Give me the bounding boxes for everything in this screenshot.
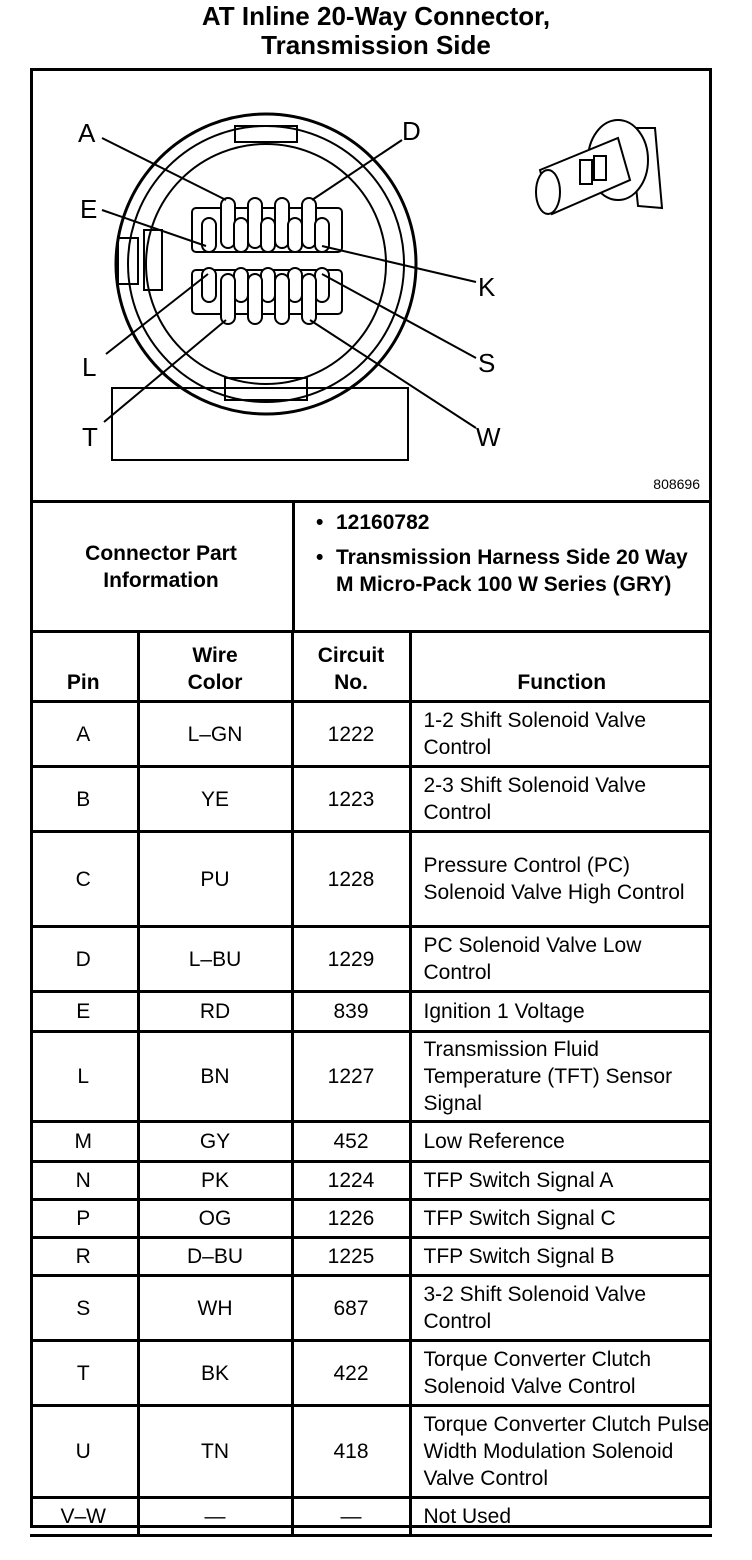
pin-a	[221, 198, 235, 248]
pin-v	[275, 274, 289, 324]
wire-color-cell: WH	[138, 1276, 292, 1341]
leader-w	[310, 320, 476, 428]
pin-g	[261, 218, 275, 252]
table-row	[30, 1276, 712, 1341]
pin-cell: P	[30, 1200, 138, 1238]
pin-cell: U	[30, 1406, 138, 1498]
circuit-number-cell: 1227	[292, 1032, 410, 1122]
label-w: W	[476, 422, 501, 452]
connector-info-list	[300, 509, 710, 606]
header-function: Function	[410, 632, 712, 702]
pin-cell: D	[30, 927, 138, 992]
part-number: 12160782	[336, 511, 430, 534]
pin-cell: N	[30, 1162, 138, 1200]
table-header-row	[30, 632, 712, 702]
leader-t	[104, 320, 226, 422]
connector-info-label-line-2: Information	[103, 568, 219, 592]
pin-f	[234, 218, 248, 252]
pin-m	[234, 268, 248, 302]
leader-s	[322, 274, 476, 358]
leader-a	[102, 138, 226, 200]
function-cell: Low Reference	[410, 1122, 712, 1162]
circuit-number-cell: 839	[292, 992, 410, 1032]
pin-u	[248, 274, 262, 324]
connector-info-label-line-1: Connector Part	[85, 541, 237, 565]
circuit-number-cell: 687	[292, 1276, 410, 1341]
table-row	[30, 1032, 712, 1122]
function-cell: Pressure Control (PC) Solenoid Valve High Control	[410, 832, 712, 927]
pin-cell: C	[30, 832, 138, 927]
circuit-number-cell: 1225	[292, 1238, 410, 1276]
wire-color-cell: L–GN	[138, 702, 292, 767]
pin-r	[315, 268, 329, 302]
pin-cell: S	[30, 1276, 138, 1341]
table-row	[30, 1238, 712, 1276]
table-row	[30, 927, 712, 992]
table-row	[30, 992, 712, 1032]
function-cell: Torque Converter Clutch Pulse Width Modulation Solenoid Valve Control	[410, 1406, 712, 1498]
connector-diagram	[30, 68, 712, 500]
circuit-number-cell: 422	[292, 1341, 410, 1406]
function-cell: Ignition 1 Voltage	[410, 992, 712, 1032]
inner-ring	[146, 144, 386, 384]
wire-color-cell: GY	[138, 1122, 292, 1162]
wire-color-cell: BK	[138, 1341, 292, 1406]
function-cell: TFP Switch Signal B	[410, 1238, 712, 1276]
function-cell: PC Solenoid Valve Low Control	[410, 927, 712, 992]
wire-color-cell: BN	[138, 1032, 292, 1122]
circuit-number-cell: 1222	[292, 702, 410, 767]
function-cell: 3-2 Shift Solenoid Valve Control	[410, 1276, 712, 1341]
function-cell: TFP Switch Signal C	[410, 1200, 712, 1238]
function-cell: 2-3 Shift Solenoid Valve Control	[410, 767, 712, 832]
pin-cell: E	[30, 992, 138, 1032]
function-cell: Transmission Fluid Temperature (TFT) Sensor Signal	[410, 1032, 712, 1122]
circuit-number-cell: —	[292, 1498, 410, 1536]
table-row	[30, 1122, 712, 1162]
circuit-number-cell: 1224	[292, 1162, 410, 1200]
circuit-number-cell: 1229	[292, 927, 410, 992]
table-row	[30, 1341, 712, 1406]
wire-color-cell: OG	[138, 1200, 292, 1238]
pin-w	[302, 274, 316, 324]
function-cell: TFP Switch Signal A	[410, 1162, 712, 1200]
pin-d	[302, 198, 316, 248]
leader-k	[322, 246, 476, 282]
table-row	[30, 832, 712, 927]
pin-p	[288, 268, 302, 302]
header-wire-color: Wire Color	[138, 632, 292, 702]
pin-cell: L	[30, 1032, 138, 1122]
title-line-1: AT Inline 20-Way Connector,	[201, 1, 551, 31]
wire-color-cell: L–BU	[138, 927, 292, 992]
wire-color-cell: TN	[138, 1406, 292, 1498]
figure-number: 808696	[653, 476, 700, 492]
table-row	[30, 1162, 712, 1200]
function-cell: 1-2 Shift Solenoid Valve Control	[410, 702, 712, 767]
pin-cell: T	[30, 1341, 138, 1406]
table-row	[30, 767, 712, 832]
pin-n	[261, 268, 275, 302]
connector-face-drawing	[30, 68, 712, 500]
pin-h	[288, 218, 302, 252]
pin-cell: R	[30, 1238, 138, 1276]
connector-description: Transmission Harness Side 20 Way M Micro-Pack 100 W Series (GRY)	[336, 546, 688, 596]
wire-color-cell: RD	[138, 992, 292, 1032]
circuit-number-cell: 1223	[292, 767, 410, 832]
pinout-table-body	[30, 702, 712, 1536]
leader-l	[106, 274, 208, 354]
pin-e	[202, 218, 216, 252]
connector-info-label	[30, 503, 295, 630]
description-item: • Transmission Harness Side 20 Way M Micro-Pack 100 W Series (GRY)	[316, 546, 688, 596]
header-circuit-no: Circuit No.	[292, 632, 410, 702]
circuit-number-cell: 452	[292, 1122, 410, 1162]
function-cell: Not Used	[410, 1498, 712, 1536]
housing-base	[112, 388, 408, 460]
pin-cell: V–W	[30, 1498, 138, 1536]
table-row	[30, 702, 712, 767]
leader-d	[312, 140, 402, 200]
function-cell: Torque Converter Clutch Solenoid Valve Control	[410, 1341, 712, 1406]
label-t: T	[82, 422, 98, 452]
wire-color-cell: —	[138, 1498, 292, 1536]
label-k: K	[478, 272, 496, 302]
label-d: D	[402, 116, 421, 146]
pin-cell: M	[30, 1122, 138, 1162]
circuit-number-cell: 1226	[292, 1200, 410, 1238]
part-number-item: • 12160782	[316, 511, 430, 534]
label-s: S	[478, 348, 496, 378]
pin-cell: A	[30, 702, 138, 767]
table-row	[30, 1498, 712, 1536]
pin-t	[221, 274, 235, 324]
pin-b	[248, 198, 262, 248]
wire-color-cell: PK	[138, 1162, 292, 1200]
label-l: L	[82, 352, 97, 382]
page-title	[0, 2, 752, 60]
label-e: E	[80, 194, 98, 224]
table-row	[30, 1200, 712, 1238]
header-pin: Pin	[30, 632, 138, 702]
circuit-number-cell: 418	[292, 1406, 410, 1498]
title-line-2: Transmission Side	[261, 30, 491, 60]
table-row	[30, 1406, 712, 1498]
circuit-number-cell: 1228	[292, 832, 410, 927]
label-a: A	[78, 118, 96, 148]
pin-c	[275, 198, 289, 248]
wire-color-cell: YE	[138, 767, 292, 832]
pin-cell: B	[30, 767, 138, 832]
pin-l	[202, 268, 216, 302]
wire-color-cell: PU	[138, 832, 292, 927]
connector-side-view	[536, 120, 662, 214]
wire-color-cell: D–BU	[138, 1238, 292, 1276]
connector-part-info	[30, 500, 712, 630]
pinout-table	[30, 630, 712, 1537]
